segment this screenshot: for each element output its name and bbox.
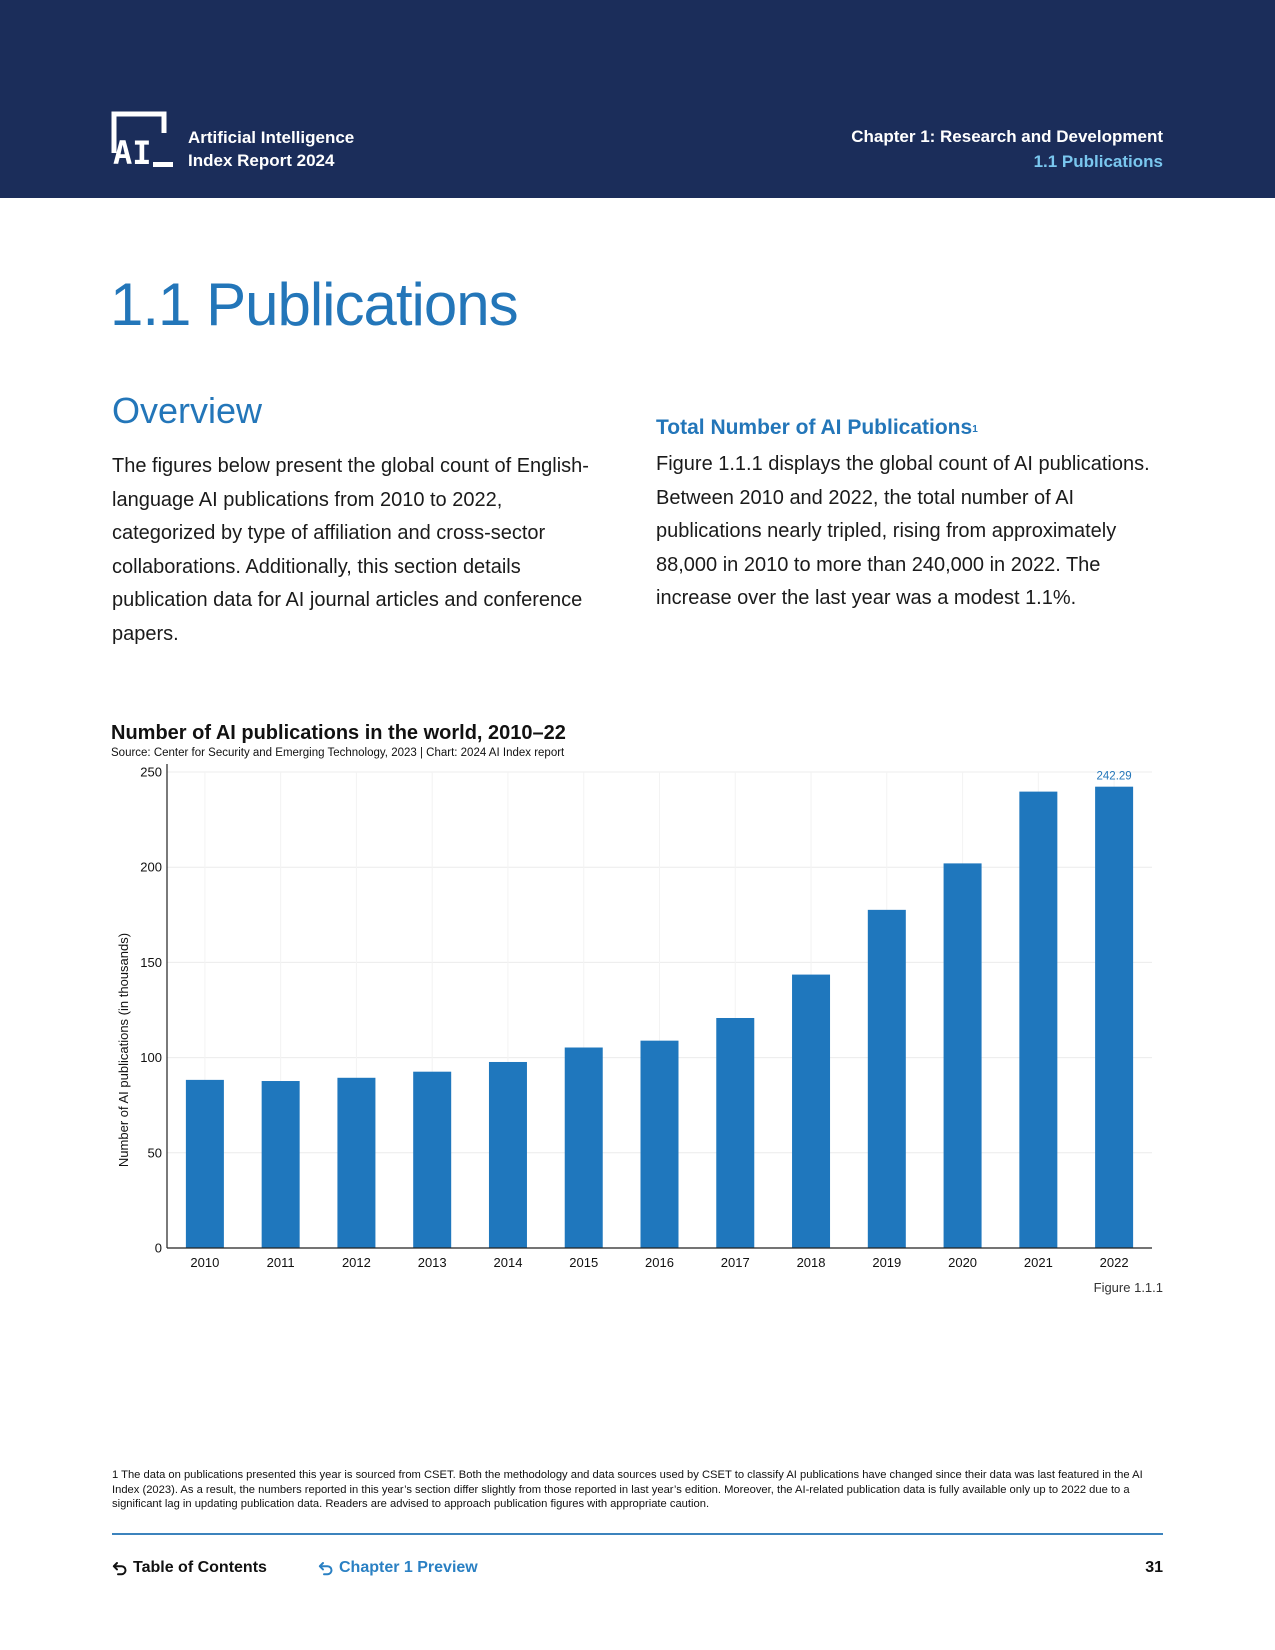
overview-body: The figures below present the global count of English-language AI publications from 2010 to 2022, categorized by type of affiliation and cross-sector collaborations. Additionally, this section details publication data for AI journal articles and conference papers. xyxy=(112,455,589,645)
footnote: 1 The data on publications presented this year is sourced from CSET. Both the methodology and data sources used by CSET to classify AI publications have changed since their data was last featured in the AI Index (2023). As a result, the numbers reported in this year’s section differ slightly from those reported in last year’s edition. Moreover, the AI-related publication data is fully available only up to 2022 due to a significant lag in updating publication data. Readers are advised to approach publication figures with appropriate caution. xyxy=(112,1469,1143,1510)
chapter-title: Chapter 1: Research and Development xyxy=(851,127,1163,146)
x-tick-label: 2012 xyxy=(341,1255,371,1270)
y-tick-label: 0 xyxy=(154,1240,162,1256)
x-tick-label: 2015 xyxy=(569,1255,599,1270)
x-tick-label: 2020 xyxy=(948,1255,978,1270)
bar-2018 xyxy=(792,975,830,1248)
chart-source: Source: Center for Security and Emerging Technology, 2023 | Chart: 2024 AI Index report xyxy=(111,747,565,759)
return-arrow-icon xyxy=(318,1560,334,1576)
bar-2011 xyxy=(262,1081,300,1248)
bar-2016 xyxy=(641,1041,679,1248)
x-tick-label: 2016 xyxy=(645,1255,674,1270)
total-publications-heading-text: Total Number of AI Publications xyxy=(656,416,973,439)
y-tick-label: 100 xyxy=(140,1050,162,1066)
chapter-preview-label: Chapter 1 Preview xyxy=(339,1559,478,1576)
chart-title: Number of AI publications in the world, 2010–22 xyxy=(111,722,566,744)
bar-2012 xyxy=(337,1078,375,1248)
figure-label: Figure 1.1.1 xyxy=(1093,1280,1163,1295)
bar-2014 xyxy=(489,1062,527,1248)
chapter-section: 1.1 Publications xyxy=(1033,152,1163,171)
x-tick-label: 2019 xyxy=(872,1255,902,1270)
footer-divider xyxy=(112,1533,1163,1535)
data-label: 242.29 xyxy=(1096,770,1132,783)
y-tick-label: 200 xyxy=(140,859,162,875)
x-tick-label: 2017 xyxy=(720,1255,750,1270)
return-arrow-icon xyxy=(112,1560,128,1576)
x-tick-label: 2013 xyxy=(417,1255,447,1270)
x-tick-label: 2014 xyxy=(493,1255,523,1270)
page-title: 1.1 Publications xyxy=(110,271,518,338)
y-tick-label: 50 xyxy=(147,1145,162,1161)
bar-2010 xyxy=(186,1080,224,1248)
bar-2020 xyxy=(944,863,982,1248)
x-tick-label: 2010 xyxy=(190,1255,220,1270)
page-number: 31 xyxy=(1145,1559,1163,1576)
bar-2019 xyxy=(868,910,906,1248)
x-tick-label: 2022 xyxy=(1099,1255,1129,1270)
overview-heading: Overview xyxy=(112,390,263,431)
y-tick-label: 250 xyxy=(140,764,162,780)
bar-2022 xyxy=(1095,787,1133,1248)
y-tick-label: 150 xyxy=(140,954,162,970)
bar-2021 xyxy=(1019,792,1057,1248)
report-title-line-1: Artificial Intelligence xyxy=(188,128,355,147)
chapter-preview-link[interactable] xyxy=(318,1558,478,1578)
y-axis-label: Number of AI publications (in thousands) xyxy=(116,932,131,1168)
x-tick-label: 2011 xyxy=(266,1255,295,1270)
x-tick-label: 2018 xyxy=(796,1255,826,1270)
total-publications-body: Figure 1.1.1 displays the global count of AI publications. Between 2010 and 2022, the total number of AI publications nearly tripled, rising from approximately 88,000 in 2010 to more than 240,000 in 2022. The increase over the last year was a modest 1.1%. xyxy=(656,453,1150,609)
footnote-ref[interactable]: 1 xyxy=(972,424,978,435)
bar-2013 xyxy=(413,1072,451,1248)
bar-2015 xyxy=(565,1048,603,1248)
logo-letters: AI xyxy=(113,134,152,167)
bar-2017 xyxy=(716,1018,754,1248)
report-title-line-2: Index Report 2024 xyxy=(188,151,335,170)
table-of-contents-label: Table of Contents xyxy=(133,1559,267,1576)
x-tick-label: 2021 xyxy=(1023,1255,1053,1270)
table-of-contents-link[interactable] xyxy=(112,1558,267,1578)
